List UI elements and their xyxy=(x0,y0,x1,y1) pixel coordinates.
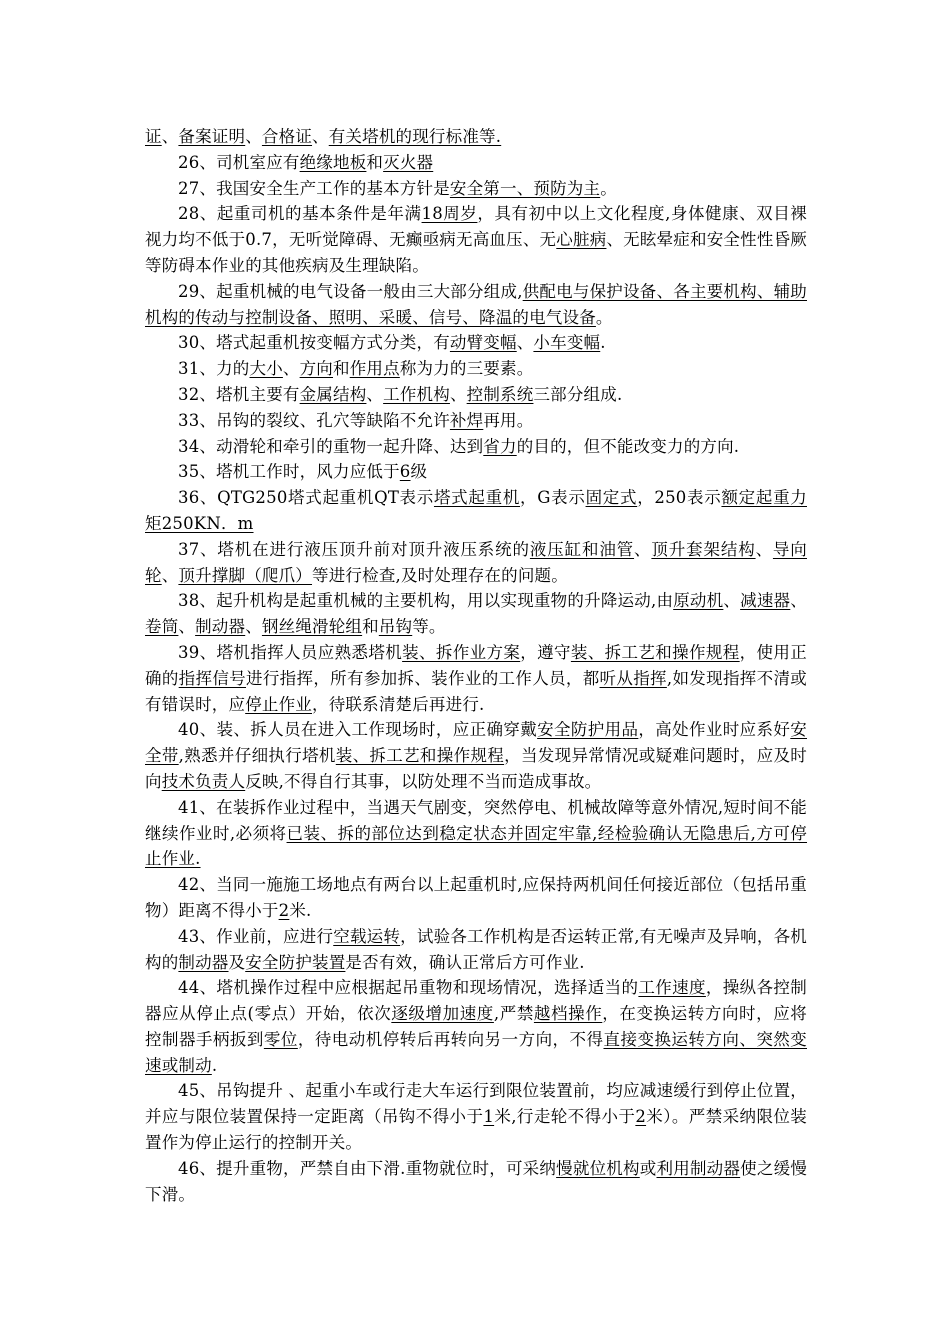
text-segment: 26、司机室应有 xyxy=(178,152,300,172)
underlined-answer: 顶升撑脚（爬爪） xyxy=(178,565,313,585)
paragraph xyxy=(145,382,807,408)
underlined-answer: 备案证明 xyxy=(178,127,246,146)
underlined-answer: 证 xyxy=(145,127,162,146)
text-segment: ，在变换运转方向时，应将控制器手柄扳到 xyxy=(145,1004,808,1049)
paragraph xyxy=(145,408,807,434)
text-segment: 、 xyxy=(634,539,652,559)
text-segment: 46、提升重物，严禁自由下滑.重物就位时，可采纳 xyxy=(178,1158,557,1178)
text-segment: . xyxy=(211,1055,218,1075)
text-segment: 35、塔机工作时，风力应低于 xyxy=(178,462,400,482)
underlined-answer: 省力 xyxy=(483,436,517,456)
text-segment: ，高处作业时应系好 xyxy=(638,720,791,740)
text-segment: 级 xyxy=(410,462,428,482)
text-segment: 等。 xyxy=(412,617,446,637)
text-segment: 称为力的三要素。 xyxy=(399,359,534,379)
paragraph xyxy=(145,201,807,278)
underlined-answer: 安全第一、预防为主 xyxy=(449,178,601,198)
underlined-answer: 减速器 xyxy=(740,591,791,611)
paragraph xyxy=(145,872,807,924)
underlined-answer: 1 xyxy=(483,1107,495,1127)
underlined-answer: 越档操作 xyxy=(533,1004,603,1024)
text-segment: ,熟悉并仔细执行塔机 xyxy=(178,746,336,766)
underlined-answer: 有关塔机的现行标准等. xyxy=(328,127,502,146)
text-segment: 等进行检查,及时处理存在的问题。 xyxy=(312,565,568,585)
underlined-answer: 慢就位机构 xyxy=(556,1158,640,1178)
underlined-answer: 额定起重力矩250KN．m xyxy=(145,488,807,533)
text-segment: 30、塔式起重机按变幅方式分类，有 xyxy=(178,333,450,353)
text-segment: 是否有效，确认正常后方可作业. xyxy=(345,952,585,972)
text-segment: 米,行走轮不得小于 xyxy=(494,1107,636,1127)
underlined-answer: 方向 xyxy=(299,359,334,379)
text-segment: 34、动滑轮和牵引的重物一起升降、达到 xyxy=(178,436,484,456)
paragraph xyxy=(145,176,807,202)
text-segment: 再用。 xyxy=(483,410,534,430)
text-segment: 和 xyxy=(366,152,384,172)
underlined-answer: 固定式 xyxy=(585,488,638,508)
paragraph xyxy=(145,485,807,537)
underlined-answer: 控制系统 xyxy=(466,384,534,404)
text-segment: ，G表示 xyxy=(520,488,586,508)
underlined-answer: 塔式起重机 xyxy=(433,488,521,508)
text-segment: 32、塔机主要有 xyxy=(178,384,300,404)
text-segment: ，试验各工作机构是否运转正常,有无噪声及异响，各机构的 xyxy=(145,926,807,972)
text-segment: 使之缓慢下滑。 xyxy=(145,1158,808,1204)
paragraph xyxy=(145,588,807,640)
underlined-answer: 6 xyxy=(399,462,411,482)
text-segment: 、 xyxy=(312,127,329,146)
text-segment: 进行指挥，所有参加拆、装作业的工作人员，都 xyxy=(246,668,600,688)
underlined-answer: 直接变换运转方向、突然变速或制动 xyxy=(145,1029,807,1075)
text-segment: 米. xyxy=(289,900,312,920)
paragraph xyxy=(145,640,807,717)
underlined-answer: 空载运转 xyxy=(333,926,401,946)
text-segment: ,严禁 xyxy=(493,1004,534,1024)
underlined-answer: 钢丝绳滑轮组 xyxy=(261,617,363,637)
paragraph xyxy=(145,1078,807,1155)
paragraph xyxy=(145,330,807,356)
paragraph xyxy=(145,975,807,1078)
underlined-answer: 安全防护用品 xyxy=(537,720,639,740)
underlined-answer: 已装、拆的部位达到稳定状态并固定牢靠,经检验确认无隐患后,方可停止作业. xyxy=(145,823,808,869)
underlined-answer: 听从指挥 xyxy=(599,668,667,688)
underlined-answer: 装、拆工艺和操作规程 xyxy=(570,642,740,662)
text-segment: 、 xyxy=(178,617,196,637)
underlined-answer: 导向轮 xyxy=(145,539,807,585)
underlined-answer: 动臂变幅 xyxy=(449,333,517,353)
underlined-answer: 吊钩 xyxy=(378,617,413,637)
text-segment: 三部分组成. xyxy=(533,384,623,404)
paragraph xyxy=(145,434,807,460)
text-segment: 、 xyxy=(366,384,384,404)
underlined-answer: 工作机构 xyxy=(383,384,450,404)
text-segment: 41、在装拆作业过程中，当遇天气剧变，突然停电、机械故障等意外情况,短时间不能继续作业时,必须将 xyxy=(145,797,807,843)
text-segment: ，待联系清楚后再进行. xyxy=(312,694,485,714)
text-segment: . xyxy=(600,333,606,353)
text-segment: 43、作业前，应进行 xyxy=(178,926,334,946)
text-segment: ，遵守 xyxy=(520,642,571,662)
underlined-answer: 安全防护装置 xyxy=(245,952,346,972)
paragraph xyxy=(145,279,807,331)
underlined-answer: 逐级增加速度 xyxy=(391,1004,494,1024)
text-segment: 、 xyxy=(161,127,179,146)
underlined-answer: 作用点 xyxy=(349,359,400,379)
text-segment: 、 xyxy=(516,333,534,353)
underlined-answer: 供配电与保护设备、各主要机构、辅助机构的传动与控制设备、照明、采暖、信号、降温的电气设备 xyxy=(145,281,807,327)
text-segment: 、 xyxy=(449,384,467,404)
text-segment: 及 xyxy=(228,952,246,972)
underlined-answer: 2 xyxy=(635,1107,647,1127)
text-segment: 的目的，但不能改变力的方向. xyxy=(516,436,740,456)
text-segment: 33、吊钩的裂纹、孔穴等缺陷不允许 xyxy=(178,410,450,430)
underlined-answer: 制动器 xyxy=(178,952,229,972)
text-segment: 、 xyxy=(245,617,262,637)
text-segment: 31、力的 xyxy=(178,359,250,379)
text-segment: 39、塔机指挥人员应熟悉塔机 xyxy=(178,642,403,662)
text-segment: 、 xyxy=(755,539,773,559)
text-segment: ，250表示 xyxy=(637,488,722,508)
text-segment: 36、QTG250塔式起重机QT表示 xyxy=(178,488,434,508)
underlined-answer: 技术负责人 xyxy=(161,771,246,791)
text-segment: 29、起重机械的电气设备一般由三大部分组成, xyxy=(178,281,523,301)
underlined-answer: 利用制动器 xyxy=(656,1158,741,1178)
underlined-answer: 心脏病 xyxy=(556,230,607,250)
text-segment: 38、起升机构是起重机械的主要机构，用以实现重物的升降运动,由 xyxy=(178,591,674,611)
underlined-answer: 顶升套架结构 xyxy=(651,539,756,559)
underlined-answer: 合格证 xyxy=(261,127,313,146)
document-body xyxy=(145,124,807,1207)
text-segment: 、 xyxy=(245,127,262,146)
text-segment: 42、当同一施施工场地点有两台以上起重机时,应保持两机间任何接近部位（包括吊重物）距离不得小于 xyxy=(145,875,807,920)
underlined-answer: 18周岁 xyxy=(421,204,478,224)
underlined-answer: 2 xyxy=(278,900,290,920)
paragraph xyxy=(145,924,807,976)
text-segment: 、 xyxy=(282,359,300,379)
text-segment: 37、塔机在进行液压顶升前对顶升液压系统的 xyxy=(178,539,530,559)
text-segment: 44、塔机操作过程中应根据起吊重物和现场情况，选择适当的 xyxy=(178,978,639,998)
text-segment: ，操纵各控制器应从停止点(零点）开始，依次 xyxy=(145,978,807,1024)
underlined-answer: 停止作业 xyxy=(245,694,313,714)
underlined-answer: 大小 xyxy=(249,359,283,379)
text-segment: 和 xyxy=(333,359,350,379)
paragraph xyxy=(145,124,807,150)
underlined-answer: 小车变幅 xyxy=(533,333,601,353)
text-segment: 米）。严禁采纳限位装置作为停止运行的控制开关。 xyxy=(145,1107,808,1153)
underlined-answer: 装、拆工艺和操作规程 xyxy=(335,746,505,766)
underlined-answer: 液压缸和油管 xyxy=(529,539,635,559)
underlined-answer: 灭火器 xyxy=(383,152,434,172)
underlined-answer: 制动器 xyxy=(195,617,246,637)
paragraph xyxy=(145,150,807,176)
text-segment: ，具有初中以上文化程度,身体健康、双目裸视力均不低于0.7，无听觉障碍、无癫亟病无高血压、无 xyxy=(145,204,808,250)
text-segment: 。 xyxy=(600,178,617,198)
text-segment: 、 xyxy=(790,591,807,611)
paragraph xyxy=(145,1156,807,1208)
text-segment: ，使用正确的 xyxy=(145,642,808,688)
paragraph xyxy=(145,356,807,382)
paragraph xyxy=(145,459,807,485)
text-segment: 反映,不得自行其事，以防处理不当而造成事故。 xyxy=(245,771,602,791)
text-segment: 、 xyxy=(161,565,179,585)
underlined-answer: 绝缘地板 xyxy=(299,152,367,172)
text-segment: 27、我国安全生产工作的基本方针是 xyxy=(178,178,450,198)
underlined-answer: 零位 xyxy=(263,1029,298,1049)
underlined-answer: 原动机 xyxy=(673,591,724,611)
text-segment: ,如发现指挥不清或有错误时，应 xyxy=(145,668,807,714)
underlined-answer: 装、拆作业方案 xyxy=(402,642,521,662)
text-segment: 、 xyxy=(723,591,741,611)
text-segment: ，当发现异常情况或疑难问题时，应及时向 xyxy=(145,746,807,791)
underlined-answer: 卷筒 xyxy=(145,617,179,637)
text-segment: 或 xyxy=(639,1158,657,1178)
paragraph xyxy=(145,795,807,872)
text-segment: 和 xyxy=(362,617,379,637)
underlined-answer: 工作速度 xyxy=(638,978,706,998)
text-segment: 。 xyxy=(595,307,613,327)
text-segment: 、无眩晕症和安全性性昏厥等防碍本作业的其他疾病及生理缺陷。 xyxy=(145,230,807,275)
underlined-answer: 补焊 xyxy=(449,410,484,430)
underlined-answer: 金属结构 xyxy=(299,384,367,404)
paragraph xyxy=(145,717,807,794)
text-segment: 45、吊钩提升 、起重小车或行走大车运行到限位装置前，均应减速缓行到停止位置，并应与限位装置保持一定距离（吊钩不得小于 xyxy=(145,1081,807,1127)
text-segment: 28、起重司机的基本条件是年满 xyxy=(178,204,422,224)
paragraph xyxy=(145,537,807,589)
text-segment: ，待电动机停转后再转向另一方向，不得 xyxy=(297,1029,604,1049)
underlined-answer: 指挥信号 xyxy=(178,668,247,688)
underlined-answer: 安全带 xyxy=(145,720,807,766)
text-segment: 40、装、拆人员在进入工作现场时，应正确穿戴 xyxy=(178,720,538,740)
